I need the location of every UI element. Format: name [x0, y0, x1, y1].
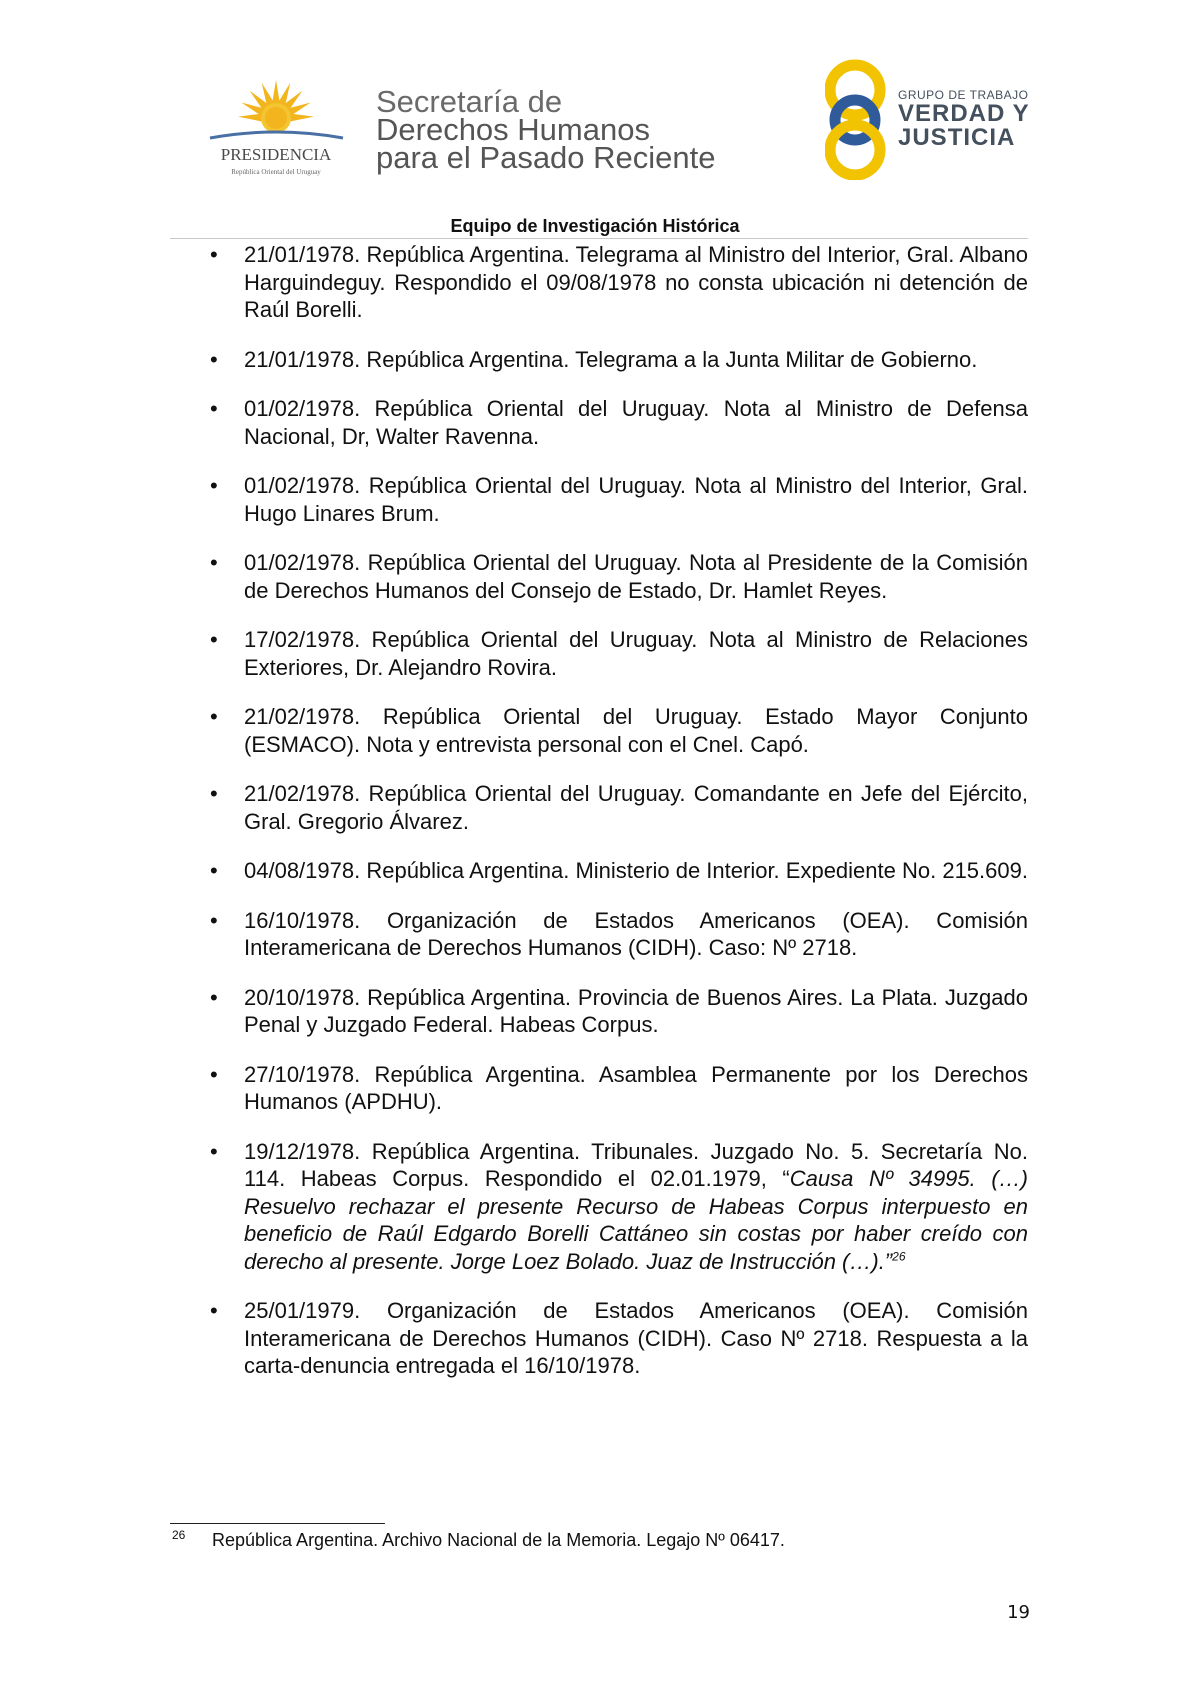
item-text: 01/02/1978. República Oriental del Uruguay. Nota al Presidente de la Comisión de Derechos Humanos del Consejo de Estado, Dr. Hamlet Reyes. — [244, 550, 1028, 603]
bullet: • — [210, 550, 218, 575]
secretaria-line1: Secretaría de — [376, 84, 563, 119]
list-item — [210, 907, 1028, 962]
presidencia-subtitle: República Oriental del Uruguay — [231, 168, 321, 176]
list-item — [210, 472, 1028, 527]
bullet: • — [210, 1061, 218, 1087]
item-text: 01/02/1978. República Oriental del Uruguay. Nota al Ministro del Interior, Gral. Hugo Linares Brum. — [244, 473, 1028, 526]
verdad-justicia-wordmark — [898, 88, 1030, 150]
gtvj-line1: VERDAD Y — [898, 100, 1030, 127]
item-text: 01/02/1978. República Oriental del Uruguay. Nota al Ministro de Defensa Nacional, Dr, Walter Ravenna. — [244, 396, 1028, 449]
bullet: • — [210, 781, 218, 806]
gtvj-line2: JUSTICIA — [898, 124, 1016, 151]
list-item — [210, 395, 1028, 450]
secretaria-line2: Derechos Humanos — [376, 112, 650, 147]
list-item — [210, 857, 1028, 885]
list-item — [210, 984, 1028, 1039]
item-text: 04/08/1978. República Argentina. Ministerio de Interior. Expediente No. 215.609. — [244, 858, 1028, 883]
list-item — [210, 1297, 1028, 1380]
list-item — [210, 780, 1028, 835]
bullet: • — [210, 346, 218, 372]
bullet: • — [210, 242, 218, 267]
gtvj-small: GRUPO DE TRABAJO — [898, 88, 1029, 102]
list-item — [210, 626, 1028, 681]
header-rule — [170, 238, 1028, 239]
bullet: • — [210, 1298, 218, 1323]
bullet: • — [210, 627, 218, 652]
bullet: • — [210, 473, 218, 498]
presidencia-sun-logo — [198, 78, 353, 178]
footnote-rule — [170, 1523, 385, 1524]
item-text: 20/10/1978. República Argentina. Provincia de Buenos Aires. La Plata. Juzgado Penal y Juzgado Federal. Habeas Corpus. — [244, 984, 1028, 1037]
timeline-list — [210, 241, 1028, 1402]
item-text: 19/12/1978. República Argentina. Tribunales. Juzgado No. 5. Secretaría No. 114. Habeas Corpus. Respondido el 02.01.1979, “ — [244, 1138, 1028, 1191]
secretaria-line3: para el Pasado Reciente — [376, 140, 716, 175]
item-text: 21/01/1978. República Argentina. Telegrama a la Junta Militar de Gobierno. — [244, 346, 978, 372]
bullet: • — [210, 984, 218, 1010]
team-heading: Equipo de Investigación Histórica — [450, 216, 740, 236]
item-text: 17/02/1978. República Oriental del Uruguay. Nota al Ministro de Relaciones Exteriores, Dr. Alejandro Rovira. — [244, 627, 1028, 680]
item-text: 27/10/1978. República Argentina. Asamblea Permanente por los Derechos Humanos (APDHU). — [244, 1061, 1028, 1114]
secretaria-title — [376, 84, 716, 175]
item-text: 25/01/1979. Organización de Estados Americanos (OEA). Comisión Interamericana de Derechos Humanos (CIDH). Caso Nº 2718. Respuesta a la carta-denuncia entregada el 16/10/1978. — [244, 1298, 1028, 1378]
list-item — [210, 1061, 1028, 1116]
item-text: 21/02/1978. República Oriental del Uruguay. Comandante en Jefe del Ejército, Gral. Gregorio Álvarez. — [244, 781, 1028, 834]
item-text: 21/02/1978. República Oriental del Uruguay. Estado Mayor Conjunto (ESMACO). Nota y entrevista personal con el Cnel. Capó. — [244, 704, 1028, 757]
footnote-number: 26 — [172, 1528, 186, 1542]
bullet: • — [210, 858, 218, 883]
page-header — [0, 0, 1190, 236]
list-item — [210, 346, 1028, 374]
item-text: 16/10/1978. Organización de Estados Americanos (OEA). Comisión Interamericana de Derechos Humanos (CIDH). Caso: Nº 2718. — [244, 907, 1028, 960]
bullet: • — [210, 1138, 218, 1164]
list-item-quote — [210, 1138, 1028, 1276]
list-item — [210, 549, 1028, 604]
page-number: 19 — [1007, 1602, 1030, 1623]
presidencia-word: PRESIDENCIA — [220, 145, 332, 164]
court-quote: Causa Nº 34995. (…) Resuelvo rechazar el presente Recurso de Habeas Corpus interpuesto en beneficio de Raúl Edgardo Borelli Cattáneo sin costas por haber creído con derecho al presente. Jorge Loez Bolado. Juaz de Instrucción (…).” — [244, 1166, 1029, 1274]
bullet: • — [210, 396, 218, 421]
bullet: • — [210, 704, 218, 729]
footnote-ref[interactable]: 26 — [892, 1249, 906, 1264]
item-text: 21/01/1978. República Argentina. Telegrama al Ministro del Interior, Gral. Albano Harguindeguy. Respondido el 09/08/1978 no consta ubicación ni detención de Raúl Borelli. — [244, 242, 1028, 322]
bullet: • — [210, 907, 218, 933]
list-item — [210, 703, 1028, 758]
footnote-text: República Argentina. Archivo Nacional de la Memoria. Legajo Nº 06417. — [212, 1530, 785, 1550]
list-item — [210, 241, 1028, 324]
